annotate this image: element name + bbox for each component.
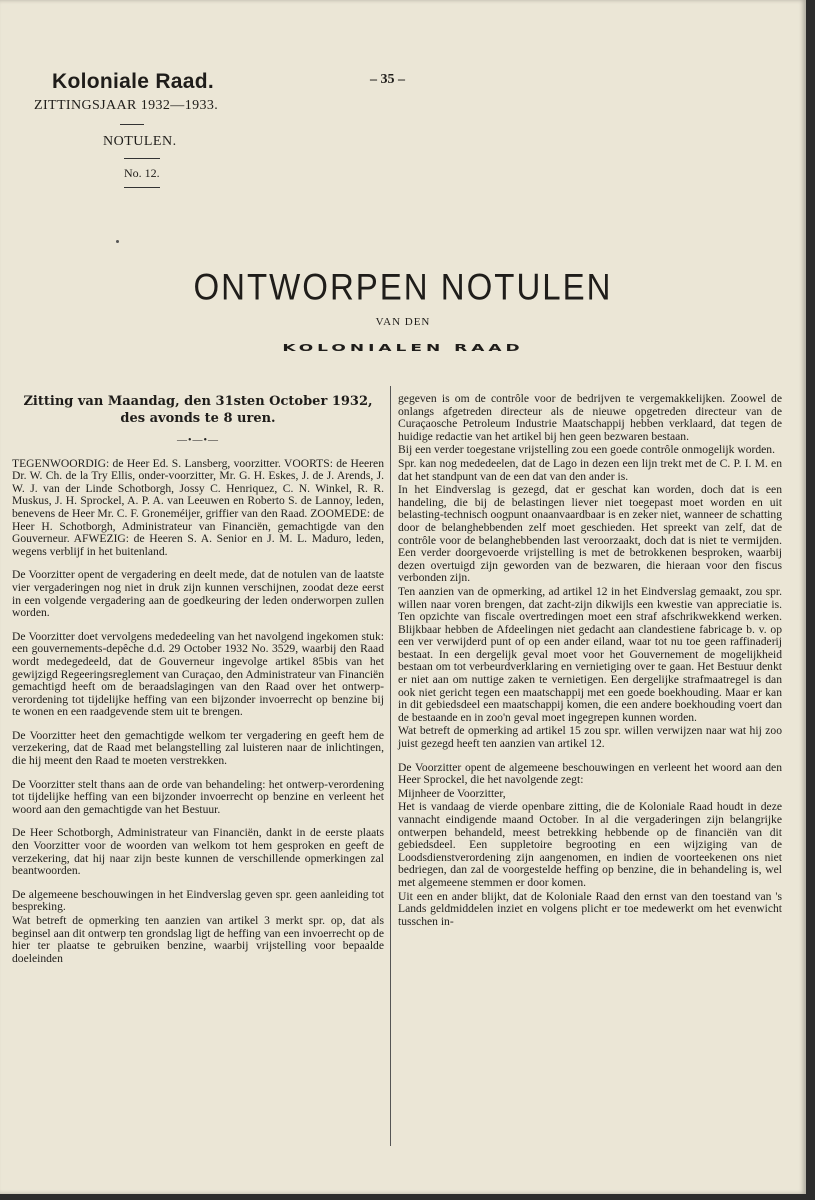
divider (124, 187, 160, 188)
body-paragraph: Wat betreft de opmerking ad artikel 15 zou spr. willen verwijzen naar wat hij zoo juist gezegd heeft ten aanzien van artikel 12. (398, 724, 782, 751)
column-divider (390, 386, 391, 1146)
body-paragraph: De Voorzitter heet den gemachtigde welkom ter vergadering en geeft hem de verzekering, dat de Raad met belangstelling zal luisteren naar de inlichtingen, die hij meent den Raad te moeten verstrekken. (12, 728, 384, 768)
divider (120, 124, 144, 125)
body-paragraph: De algemeene beschouwingen in het Eindverslag geven spr. geen aanleiding tot bespreking. (12, 887, 384, 914)
body-paragraph: Spr. kan nog mededeelen, dat de Lago in dezen een lijn trekt met de C. P. I. M. en dat het standpunt van de een dat van den ander is. (398, 456, 782, 483)
body-paragraph: Het is vandaag de vierde openbare zitting, die de Koloniale Raad houdt in deze vannacht eindigende maand October. In al die vergaderingen zijn belangrijke ontwerpen behandeld, meest betrekking hebbende op de financiën van dit gebiedsdeel. Een suppletoire begrooting en een wijziging van de Loodsdienstverordening zijn aangenomen, en indien de voorteekenen ons niet bedriegen, dan zal de voorgestelde heffing op benzine, die in behandeling is, wel met algemeene stemmen er door komen. (398, 800, 782, 889)
session-year: ZITTINGSJAAR 1932—1933. (34, 98, 219, 113)
body-paragraph: De Voorzitter opent de vergadering en deelt mede, dat de notulen van de laatste vier vergaderingen nog niet in druk zijn kunnen verschijnen, zoodat deze eerst in een volgende vergadering aan de goedkeuring der leden onderworpen zullen worden. (12, 568, 384, 620)
attendance-paragraph: TEGENWOORDIG: de Heer Ed. S. Lansberg, voorzitter. VOORTS: de Heeren Dr. W. Ch. de la Try Ellis, onder-voorzitter, Mr. G. H. Eskes, J. de J. Arends, J. W. J. van der Linde Schotborgh, Jossy C. Henriquez, C. N. Winkel, R. R. Muskus, J. H. Sprockel, A. P. A. van Leeuwen en Roberto S. de Lannoy, leden, benevens de Heer Mr. C. F. Groneméijer, griffier van den Raad. ZOOMEDE: de Heer H. Schotborgh, Administrateur van Financiën, gemachtigde van den Gouverneur. AFWEZIG: de Heeren S. A. Senior en J. M. L. Maduro, leden, wegens verblijf in het buitenland. (12, 456, 384, 558)
body-paragraph: Wat betreft de opmerking ten aanzien van artikel 3 merkt spr. op, dat als beginsel aan dit ontwerp ten grondslag ligt de heffing van een invoerrecht op de hier ter plaatse te gebruiken benzine, waarbij vrijstelling voor bepaalde doeleinden (12, 914, 384, 965)
right-column (398, 393, 782, 929)
council-name-title: KOLONIALEN RAAD (282, 342, 524, 354)
session-heading: Zitting van Maandag, den 31sten October 1932, des avonds te 8 uren. (23, 394, 373, 426)
main-title: ONTWORPEN NOTULEN (193, 265, 613, 308)
body-paragraph: Uit een en ander blijkt, dat de Koloniale Raad den ernst van den toestand van 's Lands geldmiddelen inziet en volgens plicht er toe medewerkt om het evenwicht tusschen in- (398, 889, 782, 928)
body-paragraph: Bij een verder toegestane vrijstelling zou een goede contrôle onmogelijk worden. (398, 443, 775, 457)
divider (124, 158, 160, 159)
page-number: – 35 – (370, 72, 405, 87)
issue-number: No. 12. (124, 166, 160, 180)
body-paragraph: Ten aanzien van de opmerking, ad artikel 12 in het Eindverslag gemaakt, zou spr. willen naar voren brengen, dat zacht-zijn dikwijls een kwestie van appreciatie is. Ten opzichte van fiscale overtredingen moet een straf afschrikwekkend werken. Blijkbaar hebben de Afdeelingen niet gedacht aan clandestiene fabricage b. v. op een ver verwijderd punt of op een ander eiland, waar tot nu toe geen raffinaderij bestaat. In een dergelijk geval moet voor het Gouvernement de mogelijkheid bestaan om tot verbeurdverklaring en vernietiging over te gaan. Het Bestuur denkt er niet aan om nuttige zaken te vernietigen. Een dergelijke strafmaatregel is dan ook niet gericht tegen een maatschappij met een goede boekhouding. Maar er kan in dit gebiedsdeel een maatschappij komen, die een andere boekhouding voert dan de bestaande en in zoo'n geval moet ingegrepen kunnen worden. (398, 584, 782, 724)
salutation: Mijnheer de Voorzitter, (398, 786, 506, 800)
speck (116, 240, 119, 243)
section-label: NOTULEN. (103, 134, 177, 149)
council-title: Koloniale Raad. (52, 70, 215, 93)
left-column (12, 393, 384, 976)
ornament: —•—•— (176, 435, 219, 446)
body-paragraph: De Heer Schotborgh, Administrateur van Financiën, dankt in de eerste plaats den Voorzitter voor de woorden van welkom tot hem gesproken en geeft de verzekering, dat hij naar zijn beste kunnen de verschillende opmerkingen zal beantwoorden. (12, 826, 384, 878)
body-paragraph: gegeven is om de contrôle voor de bedrijven te vergemakkelijken. Zoowel de onlangs afgetreden directeur als de nieuwe opgetreden directeur van de Curaçaosche Petroleum Industrie Maatschappij hebben verklaard, dat tegen de huidige redactie van het artikel bij hen geen bezwaren bestaan. (398, 392, 782, 443)
title-connector: VAN DEN (375, 316, 431, 328)
body-paragraph: De Voorzitter stelt thans aan de orde van behandeling: het ontwerp-verordening tot tijdelijke heffing van een bijzonder invoerrecht op benzine en verleent het woord aan den gemachtigde van het Bestuur. (12, 777, 384, 816)
body-paragraph: De Voorzitter doet vervolgens mededeeling van het navolgend ingekomen stuk: een gouvernements-depêche d.d. 29 October 1932 No. 3529, waarbij den Raad wordt medegedeeld, dat de Gouverneur ingevolge artikel 85bis van het gewijzigd Regeeringsreglement van Curaçao, den Administrateur van Financiën gemachtigd heeft om de beraadslagingen van den Raad over het ontwerp-verordening tot tijdelijke heffing van een bijzonder invoerrecht op benzine bij te wonen en een raadgevende stem uit te brengen. (12, 629, 384, 719)
body-paragraph: De Voorzitter opent de algemeene beschouwingen en verleent het woord aan den Heer Sprockel, die het navolgende zegt: (398, 760, 782, 787)
body-paragraph: In het Eindverslag is gezegd, dat er geschat kan worden, doch dat is een handeling, die bij de belastingen liever niet toegepast moet worden en uit belasting-technisch oogpunt onaanvaardbaar is en zeker niet, wanneer de schatting door de belanghebbenden zelf moet geschieden. Het spreekt van zelf, dat de contrôle voor de belanghebbenden last veroorzaakt, doch dat is niet te vermijden. Een verder doorgevoerde vrijstelling is met de betrokkenen besproken, waarbij dezen overtuigd zijn geworden van de bezwaren, die hieraan voor den fiscus verbonden zijn. (398, 483, 782, 585)
